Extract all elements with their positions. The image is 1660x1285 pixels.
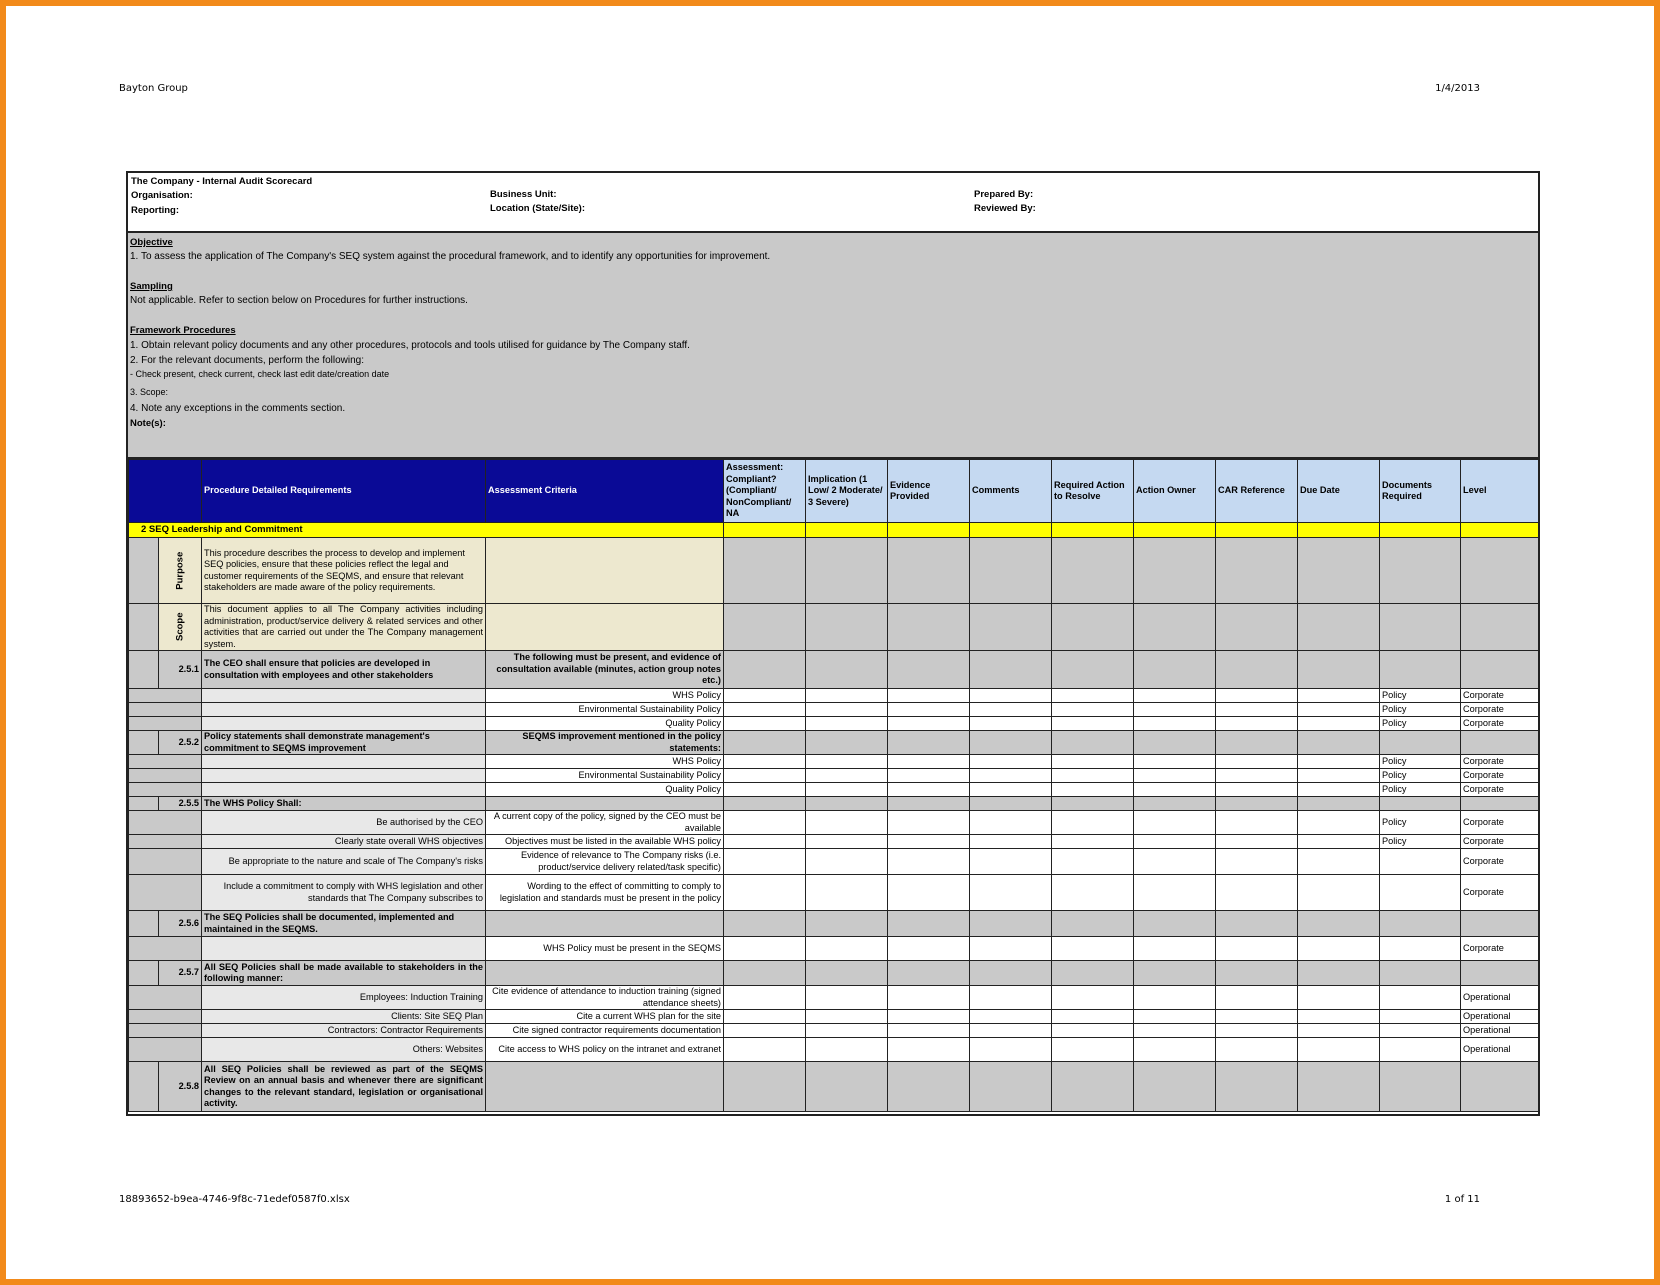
purpose-text: This procedure describes the process to develop and implement SEQ policies, ensure that these policies reflect the legal and customer requirements of the SEQMS, and ensure that relevant stakeholders are made aware of the policy requirements. <box>202 538 486 604</box>
row-number: 2.5.1 <box>159 651 202 689</box>
objective-block <box>128 233 1538 459</box>
criteria-text: WHS Policy <box>486 755 724 769</box>
criteria-text: SEQMS improvement mentioned in the policy statements: <box>486 731 724 755</box>
table-row <box>129 961 1541 986</box>
table-row <box>129 755 1541 769</box>
table-row <box>129 937 1541 961</box>
criteria-text: WHS Policy must be present in the SEQMS <box>486 937 724 961</box>
requirement-text: The SEQ Policies shall be documented, implemented and maintained in the SEQMS. <box>202 911 486 937</box>
framework-heading: Framework Procedures <box>130 325 236 336</box>
criteria-text: Quality Policy <box>486 717 724 731</box>
objective-text: 1. To assess the application of The Company's SEQ system against the procedural framework, and to identify any opportunities for improvement. <box>130 251 771 262</box>
level-cell[interactable]: Corporate <box>1461 937 1541 961</box>
objective-heading: Objective <box>130 237 173 248</box>
requirement-text: Policy statements shall demonstrate management's commitment to SEQMS improvement <box>202 731 486 755</box>
scorecard-sheet <box>126 171 1540 1116</box>
table-row <box>129 703 1541 717</box>
table-row <box>129 797 1541 811</box>
criteria-text: Environmental Sustainability Policy <box>486 703 724 717</box>
requirement-text: Employees: Induction Training <box>202 986 486 1010</box>
header-implication: Implication (1 Low/ 2 Moderate/ 3 Severe) <box>806 460 888 523</box>
requirement-text: Others: Websites <box>202 1038 486 1062</box>
documents-cell[interactable]: Policy <box>1380 811 1461 835</box>
documents-cell[interactable]: Policy <box>1380 783 1461 797</box>
table-row <box>129 911 1541 937</box>
header-assessment: Assessment: Compliant? (Compliant/ NonCompliant/ NA <box>724 460 806 523</box>
row-number: 2.5.6 <box>159 911 202 937</box>
criteria-text: A current copy of the policy, signed by the CEO must be available <box>486 811 724 835</box>
framework-step-1: 1. Obtain relevant policy documents and any other procedures, protocols and tools utilised for guidance by The Company staff. <box>130 340 690 351</box>
reporting-label: Reporting: <box>131 205 180 216</box>
level-cell[interactable]: Corporate <box>1461 769 1541 783</box>
level-cell[interactable]: Corporate <box>1461 703 1541 717</box>
criteria-text: Objectives must be listed in the available WHS policy <box>486 835 724 849</box>
table-row <box>129 1038 1541 1062</box>
level-cell[interactable]: Corporate <box>1461 755 1541 769</box>
page-header-date: 1/4/2013 <box>1435 83 1480 94</box>
framework-step-2: 2. For the relevant documents, perform the following: <box>130 355 365 366</box>
criteria-text: Cite a current WHS plan for the site <box>486 1010 724 1024</box>
location-label: Location (State/Site): <box>490 203 586 214</box>
requirement-text: Include a commitment to comply with WHS legislation and other standards that The Company subscribes to <box>202 875 486 911</box>
table-row <box>129 811 1541 835</box>
criteria-text: Cite access to WHS policy on the intranet and extranet <box>486 1038 724 1062</box>
requirement-text: The WHS Policy Shall: <box>202 797 486 811</box>
criteria-text: The following must be present, and evidence of consultation available (minutes, action group notes etc.) <box>486 651 724 689</box>
requirement-text: Clients: Site SEQ Plan <box>202 1010 486 1024</box>
header-spacer <box>129 460 202 523</box>
criteria-text: Evidence of relevance to The Company risks (i.e. product/service delivery related/task specific) <box>486 849 724 875</box>
row-number: 2.5.7 <box>159 961 202 986</box>
level-cell[interactable]: Corporate <box>1461 717 1541 731</box>
page-footer-filename: 18893652-b9ea-4746-9f8c-71edef0587f0.xlsx <box>119 1194 350 1205</box>
purpose-row <box>129 538 1541 604</box>
level-cell[interactable]: Corporate <box>1461 849 1541 875</box>
level-cell[interactable]: Operational <box>1461 1024 1541 1038</box>
row-number: 2.5.5 <box>159 797 202 811</box>
table-row <box>129 875 1541 911</box>
scope-row <box>129 604 1541 651</box>
header-docs: Documents Required <box>1380 460 1461 523</box>
requirement-text: Contractors: Contractor Requirements <box>202 1024 486 1038</box>
row-number: 2.5.8 <box>159 1062 202 1112</box>
table-row <box>129 835 1541 849</box>
prepared-by-label: Prepared By: <box>974 189 1034 200</box>
reviewed-by-label: Reviewed By: <box>974 203 1036 214</box>
criteria-text: Environmental Sustainability Policy <box>486 769 724 783</box>
documents-cell[interactable]: Policy <box>1380 717 1461 731</box>
requirement-text: All SEQ Policies shall be made available to stakeholders in the following manner: <box>202 961 486 986</box>
criteria-text: Cite evidence of attendance to induction training (signed attendance sheets) <box>486 986 724 1010</box>
documents-cell[interactable]: Policy <box>1380 703 1461 717</box>
requirement-text: Be authorised by the CEO <box>202 811 486 835</box>
table-header-row <box>129 460 1541 523</box>
header-action: Required Action to Resolve <box>1052 460 1134 523</box>
table-row <box>129 651 1541 689</box>
header-owner: Action Owner <box>1134 460 1216 523</box>
table-row <box>129 689 1541 703</box>
notes-label: Note(s): <box>130 418 166 429</box>
row-number: 2.5.2 <box>159 731 202 755</box>
framework-step-2a: - Check present, check current, check last edit date/creation date <box>130 369 390 379</box>
documents-cell[interactable]: Policy <box>1380 769 1461 783</box>
table-row <box>129 1024 1541 1038</box>
header-procedure: Procedure Detailed Requirements <box>202 460 486 523</box>
requirement-text: Be appropriate to the nature and scale of The Company's risks <box>202 849 486 875</box>
documents-cell[interactable]: Policy <box>1380 755 1461 769</box>
table-row <box>129 1062 1541 1112</box>
level-cell[interactable]: Operational <box>1461 1010 1541 1024</box>
audit-table <box>128 459 1540 1112</box>
page-header-company: Bayton Group <box>119 83 188 94</box>
framework-step-3: 3. Scope: <box>130 387 169 397</box>
table-row <box>129 783 1541 797</box>
requirement-text: Clearly state overall WHS objectives <box>202 835 486 849</box>
scope-label: Scope <box>159 604 202 651</box>
criteria-text: Cite signed contractor requirements documentation <box>486 1024 724 1038</box>
criteria-text: WHS Policy <box>486 689 724 703</box>
table-row <box>129 986 1541 1010</box>
criteria-text: Quality Policy <box>486 783 724 797</box>
level-cell[interactable]: Corporate <box>1461 811 1541 835</box>
scope-text: This document applies to all The Company activities including administration, product/service delivery & related services and other activities that are carried out under the The Company management system. <box>202 604 486 651</box>
level-cell[interactable]: Corporate <box>1461 875 1541 911</box>
level-cell[interactable]: Operational <box>1461 1038 1541 1062</box>
table-row <box>129 769 1541 783</box>
header-comments: Comments <box>970 460 1052 523</box>
documents-cell[interactable]: Policy <box>1380 835 1461 849</box>
criteria-text: Wording to the effect of committing to comply to legislation and standards must be present in the policy <box>486 875 724 911</box>
section-row <box>129 523 1541 538</box>
scorecard-title: The Company - Internal Audit Scorecard <box>131 176 313 187</box>
organisation-label: Organisation: <box>131 190 193 201</box>
level-cell[interactable]: Operational <box>1461 986 1541 1010</box>
header-evidence: Evidence Provided <box>888 460 970 523</box>
level-cell[interactable]: Corporate <box>1461 689 1541 703</box>
level-cell[interactable]: Corporate <box>1461 783 1541 797</box>
sampling-heading: Sampling <box>130 281 173 292</box>
header-due: Due Date <box>1298 460 1380 523</box>
header-car: CAR Reference <box>1216 460 1298 523</box>
sampling-text: Not applicable. Refer to section below on Procedures for further instructions. <box>130 295 468 306</box>
header-criteria: Assessment Criteria <box>486 460 724 523</box>
scorecard-info-block <box>128 173 1538 233</box>
page-footer-page-number: 1 of 11 <box>1444 1194 1480 1205</box>
header-level: Level <box>1461 460 1541 523</box>
table-row <box>129 849 1541 875</box>
level-cell[interactable]: Corporate <box>1461 835 1541 849</box>
table-row <box>129 731 1541 755</box>
section-title: 2 SEQ Leadership and Commitment <box>129 523 724 538</box>
requirement-text: All SEQ Policies shall be reviewed as part of the SEQMS Review on an annual basis and whenever there are significant changes to the relevant standard, legislation or organisational activity. <box>202 1062 486 1112</box>
table-row <box>129 1010 1541 1024</box>
framework-step-4: 4. Note any exceptions in the comments section. <box>130 403 346 414</box>
business-unit-label: Business Unit: <box>490 189 557 200</box>
table-row <box>129 717 1541 731</box>
requirement-text: The CEO shall ensure that policies are developed in consultation with employees and other stakeholders <box>202 651 486 689</box>
documents-cell[interactable]: Policy <box>1380 689 1461 703</box>
purpose-label: Purpose <box>159 538 202 604</box>
